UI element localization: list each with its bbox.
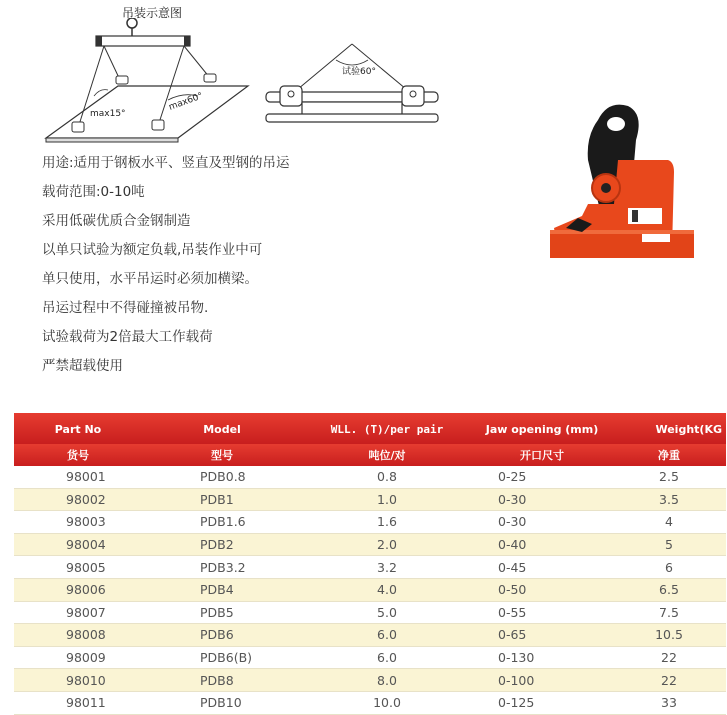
cell-wll: 6.0 bbox=[302, 624, 472, 647]
cell-part-no: 98004 bbox=[14, 533, 142, 556]
cell-jaw-opening: 0-45 bbox=[472, 556, 612, 579]
table-row bbox=[14, 601, 726, 624]
header-part-no: Part No bbox=[14, 413, 142, 444]
cell-wll: 1.0 bbox=[302, 488, 472, 511]
angle-right-label: max60° bbox=[167, 91, 205, 113]
cell-model: PDB1.6 bbox=[142, 511, 302, 534]
table-row bbox=[14, 669, 726, 692]
table-row bbox=[14, 556, 726, 579]
cell-part-no: 98005 bbox=[14, 556, 142, 579]
cell-part-no: 98009 bbox=[14, 646, 142, 669]
spec-table bbox=[14, 413, 726, 715]
cell-jaw-opening: 0-30 bbox=[472, 488, 612, 511]
header-wll-cn: 吨位/对 bbox=[302, 444, 472, 466]
usage-notes bbox=[42, 152, 542, 384]
cell-model: PDB6(B) bbox=[142, 646, 302, 669]
cell-part-no: 98008 bbox=[14, 624, 142, 647]
header-weight: Weight(KG bbox=[612, 413, 726, 444]
header-wll: WLL. (T)/per pair bbox=[302, 413, 472, 444]
note-material: 采用低碳优质合金钢制造 bbox=[42, 213, 191, 229]
table-row bbox=[14, 624, 726, 647]
cell-model: PDB0.8 bbox=[142, 466, 302, 488]
cell-jaw-opening: 0-40 bbox=[472, 533, 612, 556]
note-no-overload: 严禁超载使用 bbox=[42, 358, 123, 374]
header-part-no-cn: 货号 bbox=[14, 444, 142, 466]
cell-jaw-opening: 0-25 bbox=[472, 466, 612, 488]
header-model-cn: 型号 bbox=[142, 444, 302, 466]
cell-wll: 8.0 bbox=[302, 669, 472, 692]
lifting-diagram-horizontal bbox=[38, 18, 258, 148]
header-model: Model bbox=[142, 413, 302, 444]
cell-weight: 2.5 bbox=[612, 466, 726, 488]
cell-weight: 4 bbox=[612, 511, 726, 534]
table-row bbox=[14, 511, 726, 534]
cell-jaw-opening: 0-130 bbox=[472, 646, 612, 669]
cell-part-no: 98002 bbox=[14, 488, 142, 511]
header-jaw-opening-cn: 开口尺寸 bbox=[472, 444, 612, 466]
diagram-title: 吊装示意图 bbox=[122, 6, 183, 20]
cell-model: PDB1 bbox=[142, 488, 302, 511]
cell-model: PDB3.2 bbox=[142, 556, 302, 579]
angle-top-label: 试验60° bbox=[342, 67, 376, 77]
cell-weight: 5 bbox=[612, 533, 726, 556]
cell-jaw-opening: 0-30 bbox=[472, 511, 612, 534]
note-test-load: 试验载荷为2倍最大工作载荷 bbox=[42, 329, 213, 345]
cell-jaw-opening: 0-50 bbox=[472, 578, 612, 601]
cell-weight: 3.5 bbox=[612, 488, 726, 511]
cell-weight: 10.5 bbox=[612, 624, 726, 647]
header-weight-cn: 净重 bbox=[612, 444, 726, 466]
cell-weight: 22 bbox=[612, 646, 726, 669]
cell-model: PDB6 bbox=[142, 624, 302, 647]
cell-jaw-opening: 0-100 bbox=[472, 669, 612, 692]
note-load-range: 载荷范围:0-10吨 bbox=[42, 184, 145, 200]
cell-part-no: 98001 bbox=[14, 466, 142, 488]
cell-model: PDB10 bbox=[142, 691, 302, 714]
note-usage: 用途:适用于钢板水平、竖直及型钢的吊运 bbox=[42, 155, 290, 171]
cell-jaw-opening: 0-125 bbox=[472, 691, 612, 714]
cell-wll: 5.0 bbox=[302, 601, 472, 624]
cell-wll: 0.8 bbox=[302, 466, 472, 488]
cell-model: PDB2 bbox=[142, 533, 302, 556]
cell-model: PDB8 bbox=[142, 669, 302, 692]
cell-part-no: 98010 bbox=[14, 669, 142, 692]
table-row bbox=[14, 578, 726, 601]
cell-wll: 2.0 bbox=[302, 533, 472, 556]
cell-part-no: 98011 bbox=[14, 691, 142, 714]
note-rated-load: 以单只试验为额定负载,吊装作业中可 bbox=[42, 242, 263, 258]
cell-wll: 10.0 bbox=[302, 691, 472, 714]
cell-wll: 1.6 bbox=[302, 511, 472, 534]
cell-wll: 6.0 bbox=[302, 646, 472, 669]
cell-part-no: 98007 bbox=[14, 601, 142, 624]
header-jaw-opening: Jaw opening (mm) bbox=[472, 413, 612, 444]
cell-model: PDB4 bbox=[142, 578, 302, 601]
table-row bbox=[14, 691, 726, 714]
cell-weight: 33 bbox=[612, 691, 726, 714]
cell-model: PDB5 bbox=[142, 601, 302, 624]
lifting-diagram-vertical bbox=[262, 36, 442, 126]
cell-weight: 6.5 bbox=[612, 578, 726, 601]
angle-left-label: max15° bbox=[90, 109, 126, 119]
cell-wll: 3.2 bbox=[302, 556, 472, 579]
table-row bbox=[14, 646, 726, 669]
note-no-collision: 吊运过程中不得碰撞被吊物. bbox=[42, 300, 209, 316]
table-header-en bbox=[14, 413, 726, 444]
cell-part-no: 98003 bbox=[14, 511, 142, 534]
cell-part-no: 98006 bbox=[14, 578, 142, 601]
table-row bbox=[14, 466, 726, 488]
cell-weight: 7.5 bbox=[612, 601, 726, 624]
table-header-cn bbox=[14, 444, 726, 466]
plate-clamp-photo bbox=[548, 100, 714, 260]
table-row bbox=[14, 533, 726, 556]
cell-weight: 22 bbox=[612, 669, 726, 692]
cell-jaw-opening: 0-55 bbox=[472, 601, 612, 624]
note-single-use: 单只使用，水平吊运时必须加横梁。 bbox=[42, 271, 258, 287]
cell-weight: 6 bbox=[612, 556, 726, 579]
table-row bbox=[14, 488, 726, 511]
cell-jaw-opening: 0-65 bbox=[472, 624, 612, 647]
cell-wll: 4.0 bbox=[302, 578, 472, 601]
